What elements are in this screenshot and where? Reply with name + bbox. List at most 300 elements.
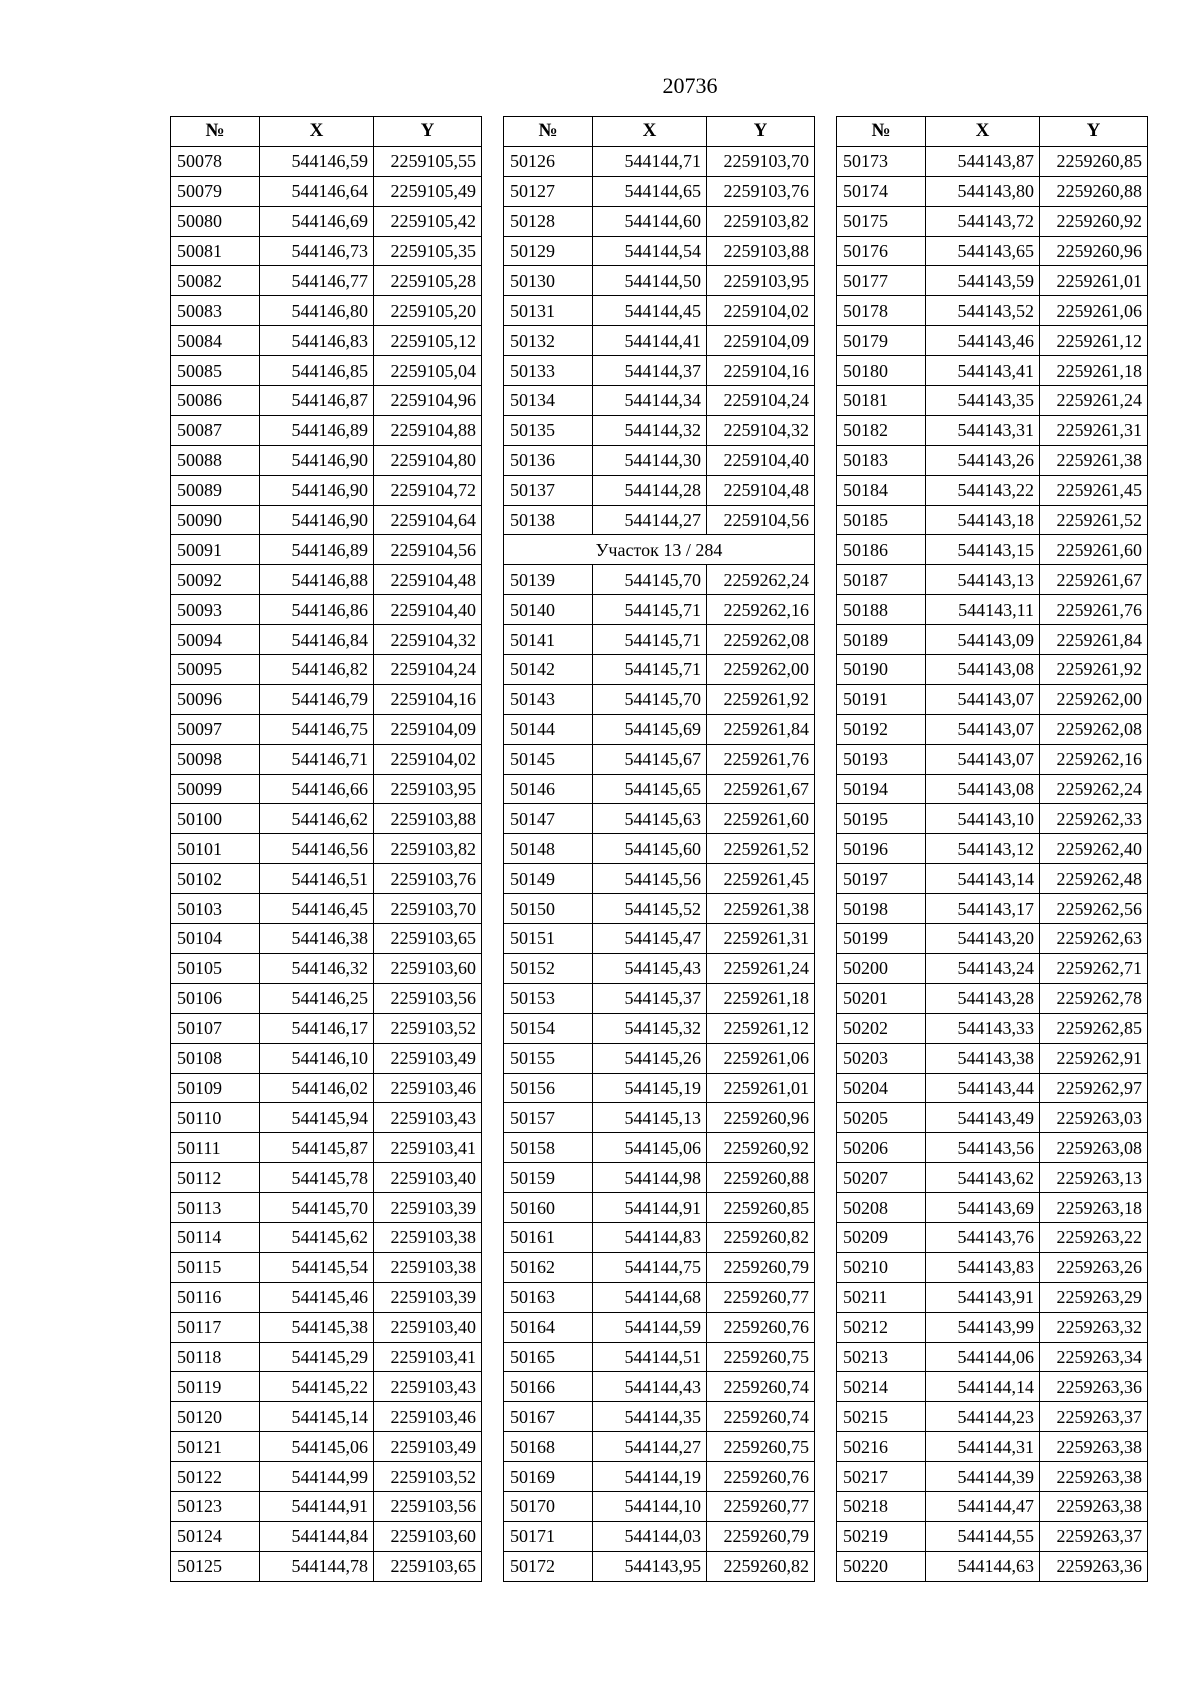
table-row — [837, 505, 1148, 535]
table-row — [837, 176, 1148, 206]
point-number-cell: 50113 — [171, 1193, 260, 1223]
table-row — [837, 1312, 1148, 1342]
table-row — [504, 684, 815, 714]
y-coordinate-cell: 2259105,55 — [374, 146, 482, 176]
table-row — [837, 1432, 1148, 1462]
point-number-cell: 50203 — [837, 1043, 926, 1073]
y-coordinate-cell: 2259262,33 — [1040, 804, 1148, 834]
y-coordinate-cell: 2259260,88 — [707, 1163, 815, 1193]
y-coordinate-cell: 2259261,45 — [1040, 475, 1148, 505]
point-number-cell: 50173 — [837, 146, 926, 176]
table-row — [837, 1073, 1148, 1103]
table-row — [837, 535, 1148, 565]
x-coordinate-cell: 544145,54 — [260, 1252, 374, 1282]
table-row — [504, 505, 815, 535]
x-coordinate-cell: 544146,90 — [260, 475, 374, 505]
y-coordinate-cell: 2259260,77 — [707, 1282, 815, 1312]
table-row — [171, 1491, 482, 1521]
point-number-cell: 50148 — [504, 834, 593, 864]
y-coordinate-cell: 2259104,56 — [707, 505, 815, 535]
table-row — [171, 774, 482, 804]
x-coordinate-cell: 544144,51 — [593, 1342, 707, 1372]
x-coordinate-cell: 544146,62 — [260, 804, 374, 834]
point-number-cell: 50106 — [171, 983, 260, 1013]
point-number-cell: 50126 — [504, 146, 593, 176]
y-coordinate-cell: 2259260,75 — [707, 1432, 815, 1462]
x-coordinate-cell: 544143,24 — [926, 953, 1040, 983]
y-coordinate-cell: 2259261,92 — [1040, 655, 1148, 685]
table-row — [837, 924, 1148, 954]
x-coordinate-cell: 544144,27 — [593, 505, 707, 535]
x-coordinate-cell: 544144,98 — [593, 1163, 707, 1193]
point-number-cell: 50160 — [504, 1193, 593, 1223]
y-coordinate-cell: 2259263,32 — [1040, 1312, 1148, 1342]
x-coordinate-cell: 544144,71 — [593, 146, 707, 176]
point-number-cell: 50204 — [837, 1073, 926, 1103]
x-coordinate-cell: 544145,47 — [593, 924, 707, 954]
x-coordinate-cell: 544146,89 — [260, 535, 374, 565]
table-row — [504, 804, 815, 834]
y-coordinate-cell: 2259103,38 — [374, 1252, 482, 1282]
point-number-cell: 50187 — [837, 565, 926, 595]
point-number-cell: 50127 — [504, 176, 593, 206]
table-row — [171, 684, 482, 714]
y-coordinate-cell: 2259103,95 — [374, 774, 482, 804]
y-coordinate-cell: 2259262,24 — [1040, 774, 1148, 804]
point-number-cell: 50085 — [171, 356, 260, 386]
y-coordinate-cell: 2259105,35 — [374, 236, 482, 266]
point-number-cell: 50136 — [504, 445, 593, 475]
point-number-cell: 50149 — [504, 864, 593, 894]
y-coordinate-cell: 2259103,65 — [374, 924, 482, 954]
y-coordinate-cell: 2259103,41 — [374, 1342, 482, 1372]
table-row — [171, 505, 482, 535]
table-row — [504, 834, 815, 864]
table-row — [504, 1252, 815, 1282]
table-row — [171, 415, 482, 445]
table-row — [837, 296, 1148, 326]
point-number-cell: 50099 — [171, 774, 260, 804]
point-number-cell: 50171 — [504, 1521, 593, 1551]
point-number-cell: 50138 — [504, 505, 593, 535]
y-coordinate-cell: 2259103,49 — [374, 1432, 482, 1462]
y-coordinate-cell: 2259103,39 — [374, 1282, 482, 1312]
x-coordinate-cell: 544144,03 — [593, 1521, 707, 1551]
x-coordinate-cell: 544146,79 — [260, 684, 374, 714]
x-coordinate-cell: 544143,12 — [926, 834, 1040, 864]
point-number-cell: 50161 — [504, 1222, 593, 1252]
point-number-cell: 50168 — [504, 1432, 593, 1462]
y-coordinate-cell: 2259261,06 — [707, 1043, 815, 1073]
table-row — [837, 864, 1148, 894]
table-row — [837, 1103, 1148, 1133]
point-number-cell: 50191 — [837, 684, 926, 714]
x-coordinate-cell: 544143,69 — [926, 1193, 1040, 1223]
table-row — [504, 1462, 815, 1492]
table-row — [837, 475, 1148, 505]
column-header-number: № — [837, 117, 926, 147]
y-coordinate-cell: 2259261,38 — [707, 894, 815, 924]
y-coordinate-cell: 2259262,08 — [1040, 714, 1148, 744]
x-coordinate-cell: 544146,90 — [260, 505, 374, 535]
x-coordinate-cell: 544143,35 — [926, 386, 1040, 416]
table-row — [504, 1372, 815, 1402]
x-coordinate-cell: 544145,43 — [593, 953, 707, 983]
x-coordinate-cell: 544144,63 — [926, 1551, 1040, 1581]
x-coordinate-cell: 544145,06 — [260, 1432, 374, 1462]
point-number-cell: 50131 — [504, 296, 593, 326]
x-coordinate-cell: 544145,38 — [260, 1312, 374, 1342]
y-coordinate-cell: 2259262,00 — [707, 655, 815, 685]
x-coordinate-cell: 544143,99 — [926, 1312, 1040, 1342]
point-number-cell: 50182 — [837, 415, 926, 445]
x-coordinate-cell: 544143,18 — [926, 505, 1040, 535]
y-coordinate-cell: 2259261,24 — [707, 953, 815, 983]
table-row — [837, 1402, 1148, 1432]
x-coordinate-cell: 544143,38 — [926, 1043, 1040, 1073]
y-coordinate-cell: 2259260,96 — [1040, 236, 1148, 266]
table-row — [504, 774, 815, 804]
point-number-cell: 50180 — [837, 356, 926, 386]
y-coordinate-cell: 2259103,60 — [374, 1521, 482, 1551]
table-row — [504, 565, 815, 595]
point-number-cell: 50156 — [504, 1073, 593, 1103]
point-number-cell: 50185 — [837, 505, 926, 535]
y-coordinate-cell: 2259104,32 — [374, 625, 482, 655]
x-coordinate-cell: 544146,90 — [260, 445, 374, 475]
point-number-cell: 50176 — [837, 236, 926, 266]
table-row — [504, 1073, 815, 1103]
table-row — [837, 146, 1148, 176]
y-coordinate-cell: 2259261,01 — [1040, 266, 1148, 296]
table-row — [837, 1282, 1148, 1312]
x-coordinate-cell: 544145,56 — [593, 864, 707, 894]
point-number-cell: 50079 — [171, 176, 260, 206]
point-number-cell: 50088 — [171, 445, 260, 475]
table-row — [171, 625, 482, 655]
x-coordinate-cell: 544145,71 — [593, 655, 707, 685]
point-number-cell: 50194 — [837, 774, 926, 804]
table-row — [504, 1282, 815, 1312]
x-coordinate-cell: 544144,91 — [260, 1491, 374, 1521]
x-coordinate-cell: 544144,27 — [593, 1432, 707, 1462]
x-coordinate-cell: 544145,52 — [593, 894, 707, 924]
x-coordinate-cell: 544143,10 — [926, 804, 1040, 834]
y-coordinate-cell: 2259263,38 — [1040, 1432, 1148, 1462]
x-coordinate-cell: 544146,84 — [260, 625, 374, 655]
x-coordinate-cell: 544144,50 — [593, 266, 707, 296]
x-coordinate-cell: 544143,31 — [926, 415, 1040, 445]
x-coordinate-cell: 544144,34 — [593, 386, 707, 416]
point-number-cell: 50210 — [837, 1252, 926, 1282]
point-number-cell: 50090 — [171, 505, 260, 535]
point-number-cell: 50153 — [504, 983, 593, 1013]
y-coordinate-cell: 2259260,82 — [707, 1222, 815, 1252]
x-coordinate-cell: 544144,59 — [593, 1312, 707, 1342]
x-coordinate-cell: 544146,88 — [260, 565, 374, 595]
table-row — [171, 535, 482, 565]
y-coordinate-cell: 2259261,24 — [1040, 386, 1148, 416]
table-row — [171, 1432, 482, 1462]
x-coordinate-cell: 544145,71 — [593, 595, 707, 625]
point-number-cell: 50107 — [171, 1013, 260, 1043]
point-number-cell: 50100 — [171, 804, 260, 834]
y-coordinate-cell: 2259104,56 — [374, 535, 482, 565]
column-header-x: X — [926, 117, 1040, 147]
point-number-cell: 50218 — [837, 1491, 926, 1521]
y-coordinate-cell: 2259103,56 — [374, 1491, 482, 1521]
table-row — [837, 744, 1148, 774]
table-row — [504, 1013, 815, 1043]
x-coordinate-cell: 544145,78 — [260, 1163, 374, 1193]
x-coordinate-cell: 544143,22 — [926, 475, 1040, 505]
table-row — [837, 326, 1148, 356]
y-coordinate-cell: 2259263,03 — [1040, 1103, 1148, 1133]
table-row — [837, 386, 1148, 416]
point-number-cell: 50080 — [171, 206, 260, 236]
point-number-cell: 50089 — [171, 475, 260, 505]
table-row — [171, 1372, 482, 1402]
point-number-cell: 50162 — [504, 1252, 593, 1282]
x-coordinate-cell: 544143,33 — [926, 1013, 1040, 1043]
y-coordinate-cell: 2259263,38 — [1040, 1491, 1148, 1521]
coordinate-table-1 — [170, 116, 482, 1582]
point-number-cell: 50177 — [837, 266, 926, 296]
y-coordinate-cell: 2259262,00 — [1040, 684, 1148, 714]
point-number-cell: 50175 — [837, 206, 926, 236]
table-row — [837, 625, 1148, 655]
x-coordinate-cell: 544145,70 — [593, 565, 707, 595]
y-coordinate-cell: 2259260,74 — [707, 1402, 815, 1432]
point-number-cell: 50178 — [837, 296, 926, 326]
section-row — [504, 535, 815, 565]
y-coordinate-cell: 2259104,32 — [707, 415, 815, 445]
y-coordinate-cell: 2259104,48 — [707, 475, 815, 505]
table-row — [504, 146, 815, 176]
x-coordinate-cell: 544145,22 — [260, 1372, 374, 1402]
y-coordinate-cell: 2259105,12 — [374, 326, 482, 356]
table-row — [837, 356, 1148, 386]
y-coordinate-cell: 2259104,09 — [374, 714, 482, 744]
x-coordinate-cell: 544143,87 — [926, 146, 1040, 176]
point-number-cell: 50212 — [837, 1312, 926, 1342]
table-row — [504, 266, 815, 296]
x-coordinate-cell: 544145,63 — [593, 804, 707, 834]
y-coordinate-cell: 2259262,97 — [1040, 1073, 1148, 1103]
table-row — [171, 864, 482, 894]
point-number-cell: 50134 — [504, 386, 593, 416]
table-row — [504, 1103, 815, 1133]
y-coordinate-cell: 2259103,40 — [374, 1312, 482, 1342]
table-row — [171, 1133, 482, 1163]
table-row — [504, 1193, 815, 1223]
y-coordinate-cell: 2259263,37 — [1040, 1402, 1148, 1432]
column-header-y: Y — [707, 117, 815, 147]
y-coordinate-cell: 2259261,52 — [1040, 505, 1148, 535]
table-row — [837, 1163, 1148, 1193]
y-coordinate-cell: 2259104,24 — [707, 386, 815, 416]
column-header-y: Y — [1040, 117, 1148, 147]
y-coordinate-cell: 2259261,01 — [707, 1073, 815, 1103]
table-row — [171, 1252, 482, 1282]
x-coordinate-cell: 544143,08 — [926, 774, 1040, 804]
x-coordinate-cell: 544146,51 — [260, 864, 374, 894]
point-number-cell: 50195 — [837, 804, 926, 834]
coordinate-table-2 — [503, 116, 815, 1582]
point-number-cell: 50111 — [171, 1133, 260, 1163]
y-coordinate-cell: 2259104,09 — [707, 326, 815, 356]
point-number-cell: 50170 — [504, 1491, 593, 1521]
x-coordinate-cell: 544143,13 — [926, 565, 1040, 595]
x-coordinate-cell: 544146,66 — [260, 774, 374, 804]
x-coordinate-cell: 544144,60 — [593, 206, 707, 236]
point-number-cell: 50123 — [171, 1491, 260, 1521]
point-number-cell: 50144 — [504, 714, 593, 744]
table-row — [171, 1342, 482, 1372]
table-row — [171, 1103, 482, 1133]
y-coordinate-cell: 2259261,18 — [707, 983, 815, 1013]
y-coordinate-cell: 2259261,76 — [1040, 595, 1148, 625]
point-number-cell: 50143 — [504, 684, 593, 714]
point-number-cell: 50109 — [171, 1073, 260, 1103]
point-number-cell: 50140 — [504, 595, 593, 625]
point-number-cell: 50172 — [504, 1551, 593, 1581]
table-row — [504, 1133, 815, 1163]
y-coordinate-cell: 2259103,82 — [707, 206, 815, 236]
point-number-cell: 50104 — [171, 924, 260, 954]
x-coordinate-cell: 544144,35 — [593, 1402, 707, 1432]
point-number-cell: 50084 — [171, 326, 260, 356]
y-coordinate-cell: 2259104,40 — [374, 595, 482, 625]
point-number-cell: 50169 — [504, 1462, 593, 1492]
table-row — [504, 475, 815, 505]
point-number-cell: 50146 — [504, 774, 593, 804]
y-coordinate-cell: 2259261,45 — [707, 864, 815, 894]
x-coordinate-cell: 544143,59 — [926, 266, 1040, 296]
y-coordinate-cell: 2259103,52 — [374, 1013, 482, 1043]
y-coordinate-cell: 2259260,76 — [707, 1462, 815, 1492]
x-coordinate-cell: 544146,38 — [260, 924, 374, 954]
y-coordinate-cell: 2259103,52 — [374, 1462, 482, 1492]
table-row — [504, 953, 815, 983]
point-number-cell: 50129 — [504, 236, 593, 266]
y-coordinate-cell: 2259262,16 — [1040, 744, 1148, 774]
table-row — [171, 894, 482, 924]
table-row — [171, 983, 482, 1013]
point-number-cell: 50186 — [837, 535, 926, 565]
x-coordinate-cell: 544143,83 — [926, 1252, 1040, 1282]
y-coordinate-cell: 2259263,13 — [1040, 1163, 1148, 1193]
column-header-number: № — [171, 117, 260, 147]
point-number-cell: 50115 — [171, 1252, 260, 1282]
point-number-cell: 50198 — [837, 894, 926, 924]
point-number-cell: 50219 — [837, 1521, 926, 1551]
point-number-cell: 50163 — [504, 1282, 593, 1312]
table-row — [171, 655, 482, 685]
x-coordinate-cell: 544145,70 — [593, 684, 707, 714]
y-coordinate-cell: 2259104,02 — [707, 296, 815, 326]
point-number-cell: 50142 — [504, 655, 593, 685]
x-coordinate-cell: 544146,83 — [260, 326, 374, 356]
y-coordinate-cell: 2259103,70 — [374, 894, 482, 924]
y-coordinate-cell: 2259261,76 — [707, 744, 815, 774]
y-coordinate-cell: 2259105,49 — [374, 176, 482, 206]
x-coordinate-cell: 544144,30 — [593, 445, 707, 475]
x-coordinate-cell: 544143,49 — [926, 1103, 1040, 1133]
point-number-cell: 50205 — [837, 1103, 926, 1133]
x-coordinate-cell: 544145,19 — [593, 1073, 707, 1103]
x-coordinate-cell: 544144,55 — [926, 1521, 1040, 1551]
x-coordinate-cell: 544143,07 — [926, 714, 1040, 744]
table-row — [171, 953, 482, 983]
y-coordinate-cell: 2259261,67 — [707, 774, 815, 804]
y-coordinate-cell: 2259260,85 — [707, 1193, 815, 1223]
point-number-cell: 50094 — [171, 625, 260, 655]
point-number-cell: 50196 — [837, 834, 926, 864]
x-coordinate-cell: 544146,59 — [260, 146, 374, 176]
x-coordinate-cell: 544145,69 — [593, 714, 707, 744]
table-row — [504, 1342, 815, 1372]
x-coordinate-cell: 544144,68 — [593, 1282, 707, 1312]
table-row — [504, 1312, 815, 1342]
y-coordinate-cell: 2259104,80 — [374, 445, 482, 475]
table-row — [504, 1551, 815, 1581]
column-header-number: № — [504, 117, 593, 147]
x-coordinate-cell: 544144,32 — [593, 415, 707, 445]
point-number-cell: 50166 — [504, 1372, 593, 1402]
table-row — [504, 206, 815, 236]
table-row — [504, 445, 815, 475]
y-coordinate-cell: 2259103,60 — [374, 953, 482, 983]
point-number-cell: 50150 — [504, 894, 593, 924]
point-number-cell: 50093 — [171, 595, 260, 625]
point-number-cell: 50157 — [504, 1103, 593, 1133]
y-coordinate-cell: 2259261,52 — [707, 834, 815, 864]
point-number-cell: 50154 — [504, 1013, 593, 1043]
table-row — [837, 1193, 1148, 1223]
x-coordinate-cell: 544144,19 — [593, 1462, 707, 1492]
y-coordinate-cell: 2259104,96 — [374, 386, 482, 416]
table-row — [504, 1432, 815, 1462]
x-coordinate-cell: 544143,52 — [926, 296, 1040, 326]
x-coordinate-cell: 544144,31 — [926, 1432, 1040, 1462]
x-coordinate-cell: 544146,89 — [260, 415, 374, 445]
point-number-cell: 50119 — [171, 1372, 260, 1402]
y-coordinate-cell: 2259260,88 — [1040, 176, 1148, 206]
y-coordinate-cell: 2259104,24 — [374, 655, 482, 685]
table-row — [171, 326, 482, 356]
point-number-cell: 50120 — [171, 1402, 260, 1432]
y-coordinate-cell: 2259261,84 — [1040, 625, 1148, 655]
table-row — [837, 953, 1148, 983]
x-coordinate-cell: 544143,20 — [926, 924, 1040, 954]
point-number-cell: 50181 — [837, 386, 926, 416]
table-row — [837, 1013, 1148, 1043]
table-row — [171, 1312, 482, 1342]
x-coordinate-cell: 544144,06 — [926, 1342, 1040, 1372]
table-row — [837, 1043, 1148, 1073]
table-row — [171, 176, 482, 206]
y-coordinate-cell: 2259262,85 — [1040, 1013, 1148, 1043]
x-coordinate-cell: 544143,46 — [926, 326, 1040, 356]
x-coordinate-cell: 544144,23 — [926, 1402, 1040, 1432]
table-row — [171, 714, 482, 744]
y-coordinate-cell: 2259263,38 — [1040, 1462, 1148, 1492]
y-coordinate-cell: 2259103,76 — [707, 176, 815, 206]
point-number-cell: 50164 — [504, 1312, 593, 1342]
table-row — [837, 236, 1148, 266]
point-number-cell: 50147 — [504, 804, 593, 834]
